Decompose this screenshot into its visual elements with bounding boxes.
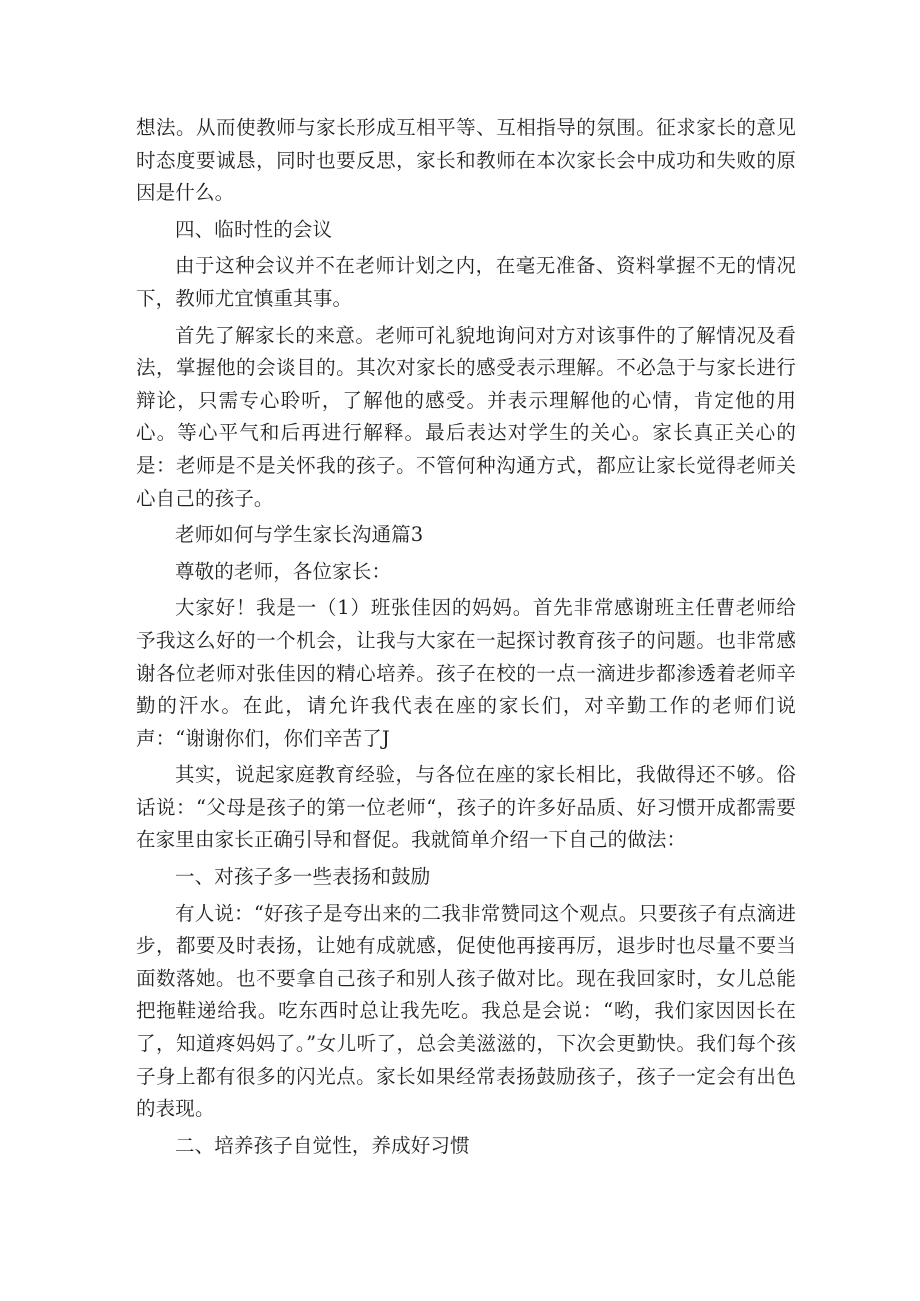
paragraph-continuation: 想法。从而使教师与家长形成互相平等、互相指导的氛围。征求家长的意见时态度要诚恳，同时也要反思，家长和教师在本次家长会中成功和失败的原因是什么。 <box>136 116 796 205</box>
salutation: 尊敬的老师，各位家长： <box>175 559 392 583</box>
paragraph: 由于这种会议并不在老师计划之内，在毫无准备、资料掌握不无的情况下，教师尤宜慎重其事。 <box>136 254 796 310</box>
section-heading-praise: 一、对孩子多一些表扬和鼓励 <box>175 865 431 889</box>
document-body <box>136 112 796 1166</box>
article-title: 老师如何与学生家长沟通篇3 <box>175 523 424 547</box>
section-heading-habits: 二、培养孩子自觉性，养成好习惯 <box>175 1133 470 1157</box>
section-heading-temporary-meeting: 四、临时性的会议 <box>175 217 333 241</box>
paragraph: 首先了解家长的来意。老师可礼貌地询问对方对该事件的了解情况及看法，掌握他的会谈目的。其次对家长的感受表示理解。不必急于与家长进行辩论，只需专心聆听，了解他的感受。并表示理解他的心情，肯定他的用心。等心平气和后再进行解释。最后表达对学生的关心。家长真正关心的是：老师是不是关怀我的孩子。不管何种沟通方式，都应让家长觉得老师关心自己的孩子。 <box>136 323 796 510</box>
paragraph: 有人说：“好孩子是夸出来的二我非常赞同这个观点。只要孩子有点滴进步，都要及时表扬，让她有成就感，促使他再接再厉，退步时也尽量不要当面数落她。也不要拿自己孩子和别人孩子做对比。现在我回家时，女儿总能把拖鞋递给我。吃东西时总让我先吃。我总是会说：“哟，我们家因因长在了，知道疼妈妈了。”女儿听了，总会美滋滋的，下次会更勤快。我们每个孩子身上都有很多的闪光点。家长如果经常表扬鼓励孩子，孩子一定会有出色的表现。 <box>136 901 796 1121</box>
paragraph: 大家好！我是一（1）班张佳因的妈妈。首先非常感谢班主任曹老师给予我这么好的一个机会，让我与大家在一起探讨教育孩子的问题。也非常感谢各位老师对张佳因的精心培养。孩子在校的一点一滴进步都渗透着老师辛勤的汗水。在此，请允许我代表在座的家长们，对辛勤工作的老师们说声：“谢谢你们，你们辛苦了J <box>136 596 796 750</box>
paragraph: 其实，说起家庭教育经验，与各位在座的家长相比，我做得还不够。俗话说：“父母是孩子的第一位老师“，孩子的许多好品质、好习惯开成都需要在家里由家长正确引导和督促。我就简单介绍一下自己的做法： <box>136 763 796 852</box>
